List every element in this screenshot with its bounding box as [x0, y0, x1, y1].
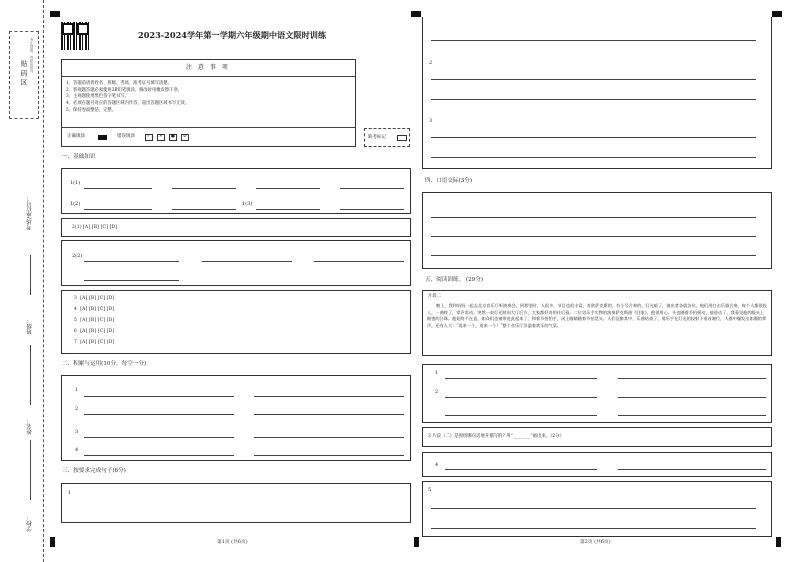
- page-title: 2023-2024学年第一学期六年级期中语文限时训练: [138, 30, 327, 40]
- choice-row[interactable]: 5 [A] [B] [C] [D]: [74, 318, 115, 323]
- notice-item: 1、答题前请将姓名、班级、考场、准考证号填写清楚。: [66, 81, 172, 86]
- question-number: 3: [429, 118, 433, 124]
- question-number: 3: [75, 429, 79, 435]
- multiple-choice-box: [61, 290, 411, 354]
- answer-box-reading-1: [422, 364, 772, 423]
- choice-options[interactable]: [A] [B] [C] [D]: [83, 225, 118, 230]
- class-label: 班级：: [27, 318, 33, 335]
- notice-item: 4、必须在题号对应的答题区域内作答，超出答题区域书写无效。: [66, 100, 190, 106]
- choice-row[interactable]: 3 [A] [B] [C] [D]: [74, 296, 115, 301]
- notice-item: 3、主观题使用黑色签字笔书写。: [66, 94, 129, 100]
- corner-mark-bl: [50, 537, 55, 547]
- reading-passage: 晚上，我和妈妈一起去北京音乐厅听演奏会。到那里时，人很多，节目也很丰富，有欧萨克斯的，有小号合奏的。灯光暗了，演出者各就各位。他们用打击乐器合奏，每个人都很投入，一曲终了，掌声雷动。突然一束灯光照向大厅后方，大家都好奇的往后看。二位男乐手实物的演奏萨克斯曲《回家》，他很用心。头也随着节拍摇动，他进动了，我看见他的眼头上细密的汗珠。他始终不在意，如众们也被带进此起来了，和着节拍拍手，闭上眼睛随着节拍晃头。人们沉醉其中，乐曲结束了，男乐手在灯光的投射下垂首谢位，人群中爆发出如潮的掌声，还有人大：“再来一个，再来一个！”整个音乐厅洋溢着欢乐的气氛。: [427, 303, 767, 328]
- question-number: 2(2): [72, 253, 83, 259]
- notice-item: 2、客观题答题必须使用2B铅笔填涂，修改时用橡皮擦干净。: [66, 87, 183, 93]
- question-number: 2(1): [72, 225, 82, 230]
- section-4-title: 四、口语交际(3分): [425, 178, 473, 184]
- absent-checkbox[interactable]: [397, 135, 407, 141]
- answer-box-reading-5: [422, 481, 772, 537]
- corner-mark-bm: [414, 537, 419, 547]
- question-number: 2: [75, 406, 79, 412]
- notice-item: 5、保持卷面整洁、完整。: [66, 107, 116, 113]
- answer-box-section-2: [61, 375, 411, 461]
- absent-label: 缺考标记: [368, 135, 386, 140]
- barcode-label: 贴 码 区: [20, 60, 28, 86]
- answer-box-section-3: [61, 483, 411, 523]
- answer-box-section-4: [422, 192, 772, 269]
- wrong-mark-4: ⊘: [183, 134, 187, 139]
- wrong-fill-label: 错误填涂: [117, 134, 135, 139]
- corner-mark-tm: [411, 11, 421, 17]
- correct-fill-mark: [98, 135, 107, 140]
- qr-code-icon: [61, 22, 90, 50]
- question-number: 1(2): [70, 201, 81, 207]
- wrong-mark-1: ✓: [147, 134, 151, 139]
- barcode-note: 考生禁填，勿贴出框外: [30, 38, 34, 73]
- question-number: 1(1): [70, 180, 81, 186]
- barcode-area: [9, 31, 39, 119]
- section-5-title: 五、阅读训练。 (29分): [425, 277, 484, 283]
- answer-box-2-2: [61, 240, 411, 286]
- section-3-title: 三、按要求完成句子(6分): [62, 468, 126, 474]
- notice-title: 注 意 事 项: [186, 64, 230, 71]
- section-1-title: 一、基础知识: [62, 154, 96, 160]
- binding-line: [43, 0, 44, 562]
- footer-right: 第2页 (共6页): [580, 540, 611, 545]
- question-3-prompt: 3 片段（二）是围绕哪句话展开描写的? 用“________”画出来。（2分）: [428, 434, 564, 439]
- answer-box-reading-3: [422, 427, 772, 447]
- section-2-title: 二、积累与运用(10分，每空一分): [62, 361, 147, 367]
- passage-label: 片段二: [428, 294, 442, 299]
- school-label: 学校：: [27, 515, 33, 532]
- question-number: 1: [435, 370, 439, 376]
- name-label: 姓名：: [27, 418, 33, 435]
- answer-box-right-top: [422, 17, 772, 169]
- question-number: 5: [428, 487, 432, 493]
- absent-mark-box: [364, 128, 410, 147]
- question-number: 1: [75, 387, 79, 393]
- answer-box-1: [61, 168, 411, 214]
- question-number: 1(3): [242, 201, 253, 207]
- correct-fill-label: 正确填涂: [67, 134, 85, 139]
- question-number: 4: [435, 462, 439, 468]
- question-number: 2: [435, 389, 439, 395]
- corner-mark-tr: [772, 11, 782, 17]
- question-number: 4: [75, 447, 79, 453]
- choice-row[interactable]: 7 [A] [B] [C] [D]: [74, 340, 115, 345]
- corner-mark-tl: [50, 11, 60, 17]
- question-number: 1: [68, 490, 72, 496]
- question-number: 2: [429, 60, 433, 66]
- notice-box: [61, 59, 356, 147]
- choice-row[interactable]: 6 [A] [B] [C] [D]: [74, 329, 115, 334]
- notice-list: [66, 81, 189, 114]
- answer-box-2-1: [61, 218, 411, 237]
- wrong-mark-2: ✕: [159, 134, 163, 139]
- answer-box-reading-4: [422, 452, 772, 477]
- wrong-mark-3: ●: [171, 134, 175, 139]
- footer-left: 第1页 (共6页): [217, 540, 248, 545]
- corner-mark-br: [776, 537, 781, 547]
- choice-row[interactable]: 4 [A] [B] [C] [D]: [74, 307, 115, 312]
- exam-number-label: 考场/座位号：: [27, 195, 33, 230]
